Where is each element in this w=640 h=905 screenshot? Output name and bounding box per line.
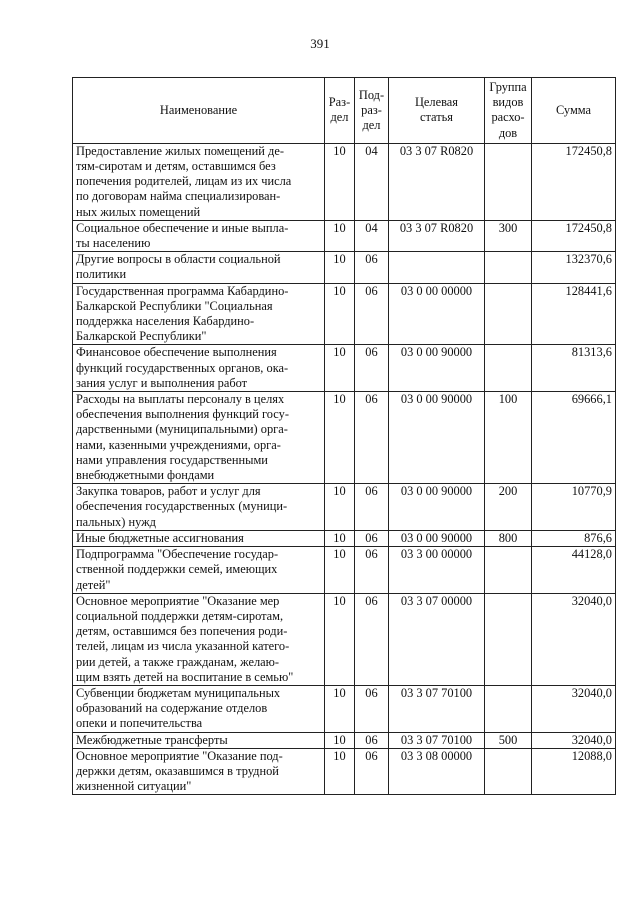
- cell-razdel: 10: [325, 484, 355, 531]
- cell-target-article: 03 0 00 00000: [389, 283, 485, 345]
- cell-name: Подпрограмма "Обеспечение государ- ственной поддержки семей, имеющих детей": [73, 547, 325, 594]
- cell-sum: 32040,0: [532, 593, 616, 685]
- header-target-article: Целевая статья: [389, 78, 485, 144]
- table-header: [73, 78, 616, 144]
- cell-name: Иные бюджетные ассигнования: [73, 530, 325, 546]
- cell-expense-group: [485, 283, 532, 345]
- cell-razdel: 10: [325, 748, 355, 795]
- cell-target-article: [389, 252, 485, 283]
- table-row: [73, 547, 616, 594]
- cell-name: Межбюджетные трансферты: [73, 732, 325, 748]
- header-podrazdel: Под- раз- дел: [355, 78, 389, 144]
- cell-name: Субвенции бюджетам муниципальных образований на содержание отделов опеки и попечительства: [73, 685, 325, 732]
- cell-razdel: 10: [325, 593, 355, 685]
- cell-sum: 12088,0: [532, 748, 616, 795]
- cell-name: Закупка товаров, работ и услуг для обеспечения государственных (муници- пальных) нужд: [73, 484, 325, 531]
- cell-podrazdel: 06: [355, 392, 389, 484]
- cell-podrazdel: 06: [355, 748, 389, 795]
- table-row: [73, 685, 616, 732]
- table-row: [73, 748, 616, 795]
- cell-name: Государственная программа Кабардино- Балкарской Республики "Социальная поддержка населения Кабардино- Балкарской Республики": [73, 283, 325, 345]
- cell-target-article: 03 0 00 90000: [389, 530, 485, 546]
- cell-podrazdel: 06: [355, 547, 389, 594]
- table-row: [73, 143, 616, 220]
- cell-sum: 876,6: [532, 530, 616, 546]
- cell-podrazdel: 06: [355, 283, 389, 345]
- table-row: [73, 252, 616, 283]
- cell-razdel: 10: [325, 530, 355, 546]
- cell-expense-group: [485, 593, 532, 685]
- cell-razdel: 10: [325, 252, 355, 283]
- cell-target-article: 03 0 00 90000: [389, 392, 485, 484]
- table-body: [73, 143, 616, 795]
- cell-target-article: 03 3 07 70100: [389, 732, 485, 748]
- table-row: [73, 220, 616, 251]
- cell-expense-group: [485, 345, 532, 392]
- cell-target-article: 03 3 08 00000: [389, 748, 485, 795]
- cell-razdel: 10: [325, 143, 355, 220]
- cell-podrazdel: 06: [355, 484, 389, 531]
- table-row: [73, 283, 616, 345]
- cell-name: Предоставление жилых помещений де- тям-сиротам и детям, оставшимся без попечения родителей, лицам из их числа по договорам найма специализирован- ных жилых помещений: [73, 143, 325, 220]
- cell-razdel: 10: [325, 283, 355, 345]
- cell-sum: 172450,8: [532, 143, 616, 220]
- cell-expense-group: 200: [485, 484, 532, 531]
- cell-name: Социальное обеспечение и иные выпла- ты населению: [73, 220, 325, 251]
- table-row: [73, 530, 616, 546]
- cell-podrazdel: 06: [355, 593, 389, 685]
- cell-podrazdel: 06: [355, 252, 389, 283]
- header-name: Наименование: [73, 78, 325, 144]
- cell-sum: 32040,0: [532, 732, 616, 748]
- cell-target-article: 03 0 00 90000: [389, 345, 485, 392]
- budget-table: [72, 77, 616, 795]
- cell-target-article: 03 0 00 90000: [389, 484, 485, 531]
- cell-target-article: 03 3 07 R0820: [389, 220, 485, 251]
- cell-target-article: 03 3 07 R0820: [389, 143, 485, 220]
- table-row: [73, 345, 616, 392]
- cell-razdel: 10: [325, 685, 355, 732]
- header-razdel: Раз- дел: [325, 78, 355, 144]
- cell-target-article: 03 3 07 00000: [389, 593, 485, 685]
- cell-name: Финансовое обеспечение выполнения функций государственных органов, ока- зания услуг и выполнения работ: [73, 345, 325, 392]
- cell-expense-group: 500: [485, 732, 532, 748]
- cell-sum: 32040,0: [532, 685, 616, 732]
- cell-expense-group: [485, 252, 532, 283]
- cell-sum: 172450,8: [532, 220, 616, 251]
- cell-name: Другие вопросы в области социальной политики: [73, 252, 325, 283]
- cell-podrazdel: 06: [355, 345, 389, 392]
- header-row: [73, 78, 616, 144]
- cell-sum: 69666,1: [532, 392, 616, 484]
- cell-sum: 81313,6: [532, 345, 616, 392]
- cell-razdel: 10: [325, 345, 355, 392]
- cell-podrazdel: 04: [355, 220, 389, 251]
- cell-sum: 10770,9: [532, 484, 616, 531]
- cell-podrazdel: 06: [355, 530, 389, 546]
- cell-sum: 128441,6: [532, 283, 616, 345]
- cell-podrazdel: 04: [355, 143, 389, 220]
- cell-name: Основное мероприятие "Оказание под- держки детям, оказавшимся в трудной жизненной ситуации": [73, 748, 325, 795]
- cell-expense-group: [485, 547, 532, 594]
- header-expense-group: Группа видов расхо- дов: [485, 78, 532, 144]
- table-row: [73, 732, 616, 748]
- table-row: [73, 392, 616, 484]
- cell-expense-group: [485, 748, 532, 795]
- cell-name: Основное мероприятие "Оказание мер социальной поддержки детям-сиротам, детям, оставшимся без попечения роди- телей, лицам из числа указанной катего- рии детей, а также гражданам, желаю- щим взять детей на воспитание в семью": [73, 593, 325, 685]
- cell-razdel: 10: [325, 732, 355, 748]
- table-row: [73, 484, 616, 531]
- cell-expense-group: 800: [485, 530, 532, 546]
- cell-target-article: 03 3 00 00000: [389, 547, 485, 594]
- cell-expense-group: [485, 143, 532, 220]
- cell-name: Расходы на выплаты персоналу в целях обеспечения выполнения функций госу- дарственными (муниципальными) орга- нами, казенными учреждениями, орга- нами управления государственными внебюджетными фондами: [73, 392, 325, 484]
- cell-expense-group: [485, 685, 532, 732]
- cell-razdel: 10: [325, 392, 355, 484]
- cell-razdel: 10: [325, 547, 355, 594]
- cell-target-article: 03 3 07 70100: [389, 685, 485, 732]
- table-row: [73, 593, 616, 685]
- cell-podrazdel: 06: [355, 732, 389, 748]
- cell-sum: 44128,0: [532, 547, 616, 594]
- header-sum: Сумма: [532, 78, 616, 144]
- cell-expense-group: 100: [485, 392, 532, 484]
- cell-expense-group: 300: [485, 220, 532, 251]
- cell-razdel: 10: [325, 220, 355, 251]
- cell-sum: 132370,6: [532, 252, 616, 283]
- page-number: 391: [310, 36, 330, 51]
- cell-podrazdel: 06: [355, 685, 389, 732]
